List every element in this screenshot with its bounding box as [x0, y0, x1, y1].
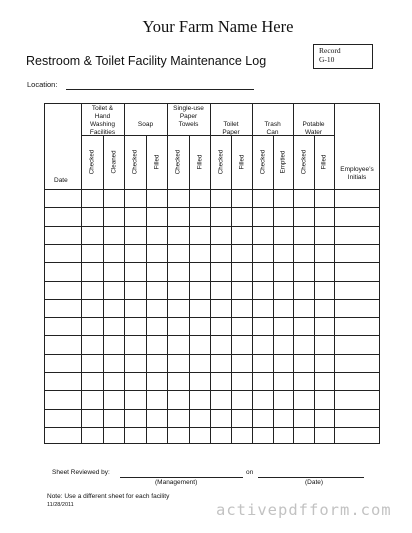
- table-row[interactable]: [45, 372, 379, 373]
- sub-header-3-0: Checked: [217, 149, 225, 175]
- group-header-5: Potable Water: [302, 121, 325, 136]
- sub-column-divider: [314, 135, 315, 443]
- form-revision-date: 11/28/2011: [47, 502, 74, 508]
- column-divider: [124, 104, 125, 443]
- table-row[interactable]: [45, 281, 379, 282]
- table-row[interactable]: [45, 207, 379, 208]
- sub-header-1-0: Checked: [131, 149, 139, 175]
- column-divider: [210, 104, 211, 443]
- sub-header-3-1: Filled: [238, 154, 246, 170]
- column-divider: [252, 104, 253, 443]
- maintenance-log-table: [44, 103, 380, 444]
- employee-initials-header: Employee’s Initials: [340, 166, 374, 181]
- table-row[interactable]: [45, 226, 379, 227]
- sub-header-4-1: Emptied: [279, 150, 287, 174]
- sub-column-divider: [146, 135, 147, 443]
- group-label-underline: [124, 135, 167, 136]
- management-caption: (Management): [155, 479, 198, 486]
- column-divider: [293, 104, 294, 443]
- sub-header-5-1: Filled: [320, 154, 328, 170]
- column-divider: [334, 104, 335, 443]
- log-title: Restroom & Toilet Facility Maintenance Log: [26, 54, 267, 68]
- column-divider: [81, 104, 82, 443]
- sub-column-divider: [189, 135, 190, 443]
- table-row[interactable]: [45, 189, 379, 190]
- group-header-2: Single-use Paper Towels: [173, 105, 204, 128]
- sub-header-4-0: Checked: [259, 149, 267, 175]
- table-row[interactable]: [45, 390, 379, 391]
- table-row[interactable]: [45, 262, 379, 263]
- reviewed-by-label: Sheet Reviewed by:: [52, 469, 110, 476]
- table-row[interactable]: [45, 299, 379, 300]
- table-row[interactable]: [45, 354, 379, 355]
- table-row[interactable]: [45, 317, 379, 318]
- facility-note: Note: Use a different sheet for each facility: [47, 493, 170, 500]
- record-code: G-10: [319, 55, 335, 64]
- on-label: on: [246, 469, 254, 476]
- sub-column-divider: [231, 135, 232, 443]
- table-row[interactable]: [45, 244, 379, 245]
- group-header-3: Toilet Paper: [222, 121, 240, 136]
- date-column-header: Date: [54, 177, 68, 184]
- location-label: Location:: [27, 80, 58, 89]
- record-number-box: [313, 44, 373, 69]
- table-row[interactable]: [45, 335, 379, 336]
- farm-name-title: Your Farm Name Here: [142, 17, 294, 36]
- group-header-0: Toilet & Hand Washing Facilities: [89, 105, 116, 136]
- group-header-4: Trash Can: [264, 121, 281, 136]
- sub-header-1-1: Filled: [153, 154, 161, 170]
- table-row[interactable]: [45, 409, 379, 410]
- reviewed-by-field-line[interactable]: [120, 477, 243, 478]
- review-date-field-line[interactable]: [258, 477, 364, 478]
- group-label-underline: [167, 135, 210, 136]
- column-divider: [167, 104, 168, 443]
- date-caption: (Date): [305, 479, 324, 486]
- sub-header-0-1: Cleaned: [110, 150, 118, 174]
- record-label: Record: [319, 46, 341, 55]
- table-row[interactable]: [45, 427, 379, 428]
- sub-header-2-1: Filled: [196, 154, 204, 170]
- watermark-text: activepdfform.com: [216, 501, 392, 519]
- group-header-1: Soap: [137, 121, 154, 128]
- sub-header-0-0: Checked: [88, 149, 96, 175]
- sub-header-5-0: Checked: [300, 149, 308, 175]
- location-field-line[interactable]: [66, 89, 254, 90]
- sub-header-2-0: Checked: [174, 149, 182, 175]
- sub-column-divider: [103, 135, 104, 443]
- sub-column-divider: [273, 135, 274, 443]
